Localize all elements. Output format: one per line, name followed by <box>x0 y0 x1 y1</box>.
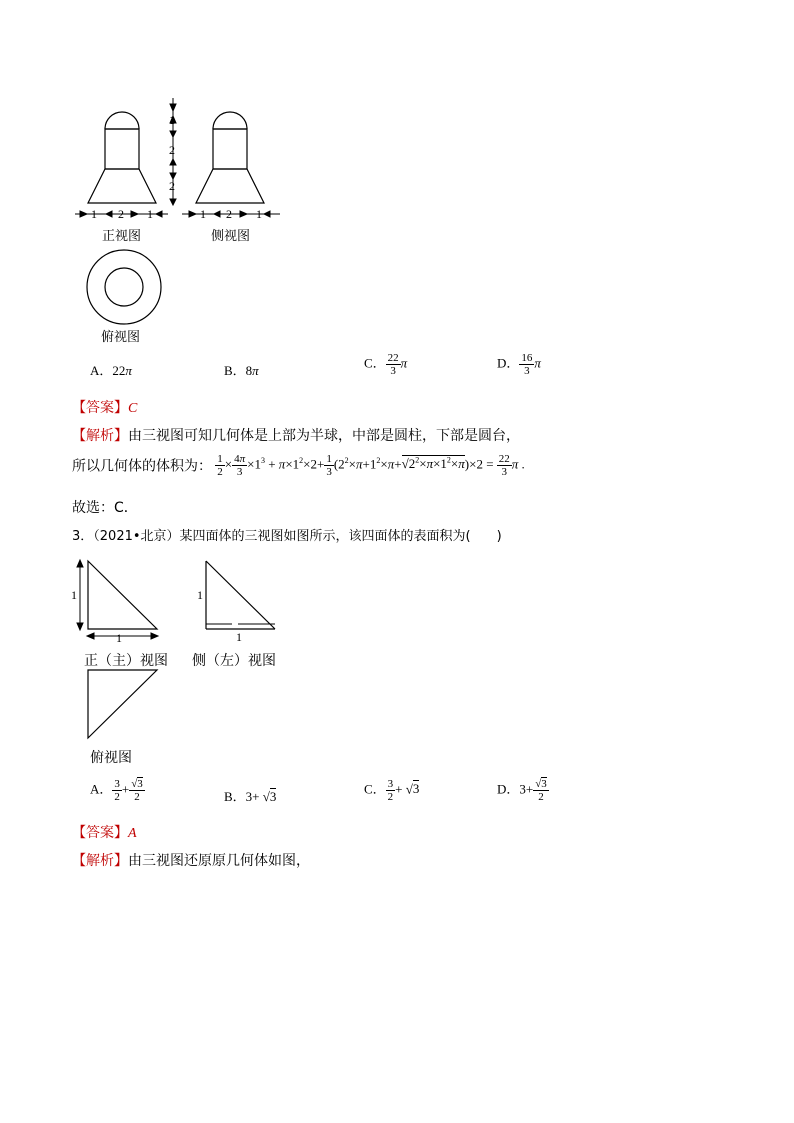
q3-choice-d[interactable]: D．3+ $\frac{√3}{2}$ <box>497 778 547 803</box>
q3-answer: 【答案】A <box>72 825 137 841</box>
q2-choice-d[interactable]: D． $\frac{16}{3}$ π <box>497 352 541 377</box>
q2-answer: 【答案】C <box>72 400 138 416</box>
q2-choice-b[interactable]: B．8π <box>224 363 259 378</box>
q3-top-view-label: 俯视图 <box>90 750 132 766</box>
q3-choice-a[interactable]: A． $\frac{3}{2}$ + $\frac{√3}{2}$ <box>90 778 143 803</box>
q3-front-dim-vertical: 1 <box>71 588 77 602</box>
q3-side-view <box>206 561 275 629</box>
q2-dim-v2: 2 <box>169 143 175 157</box>
q3-side-dim-horizontal: 1 <box>236 630 242 644</box>
q2-choice-a[interactable]: A．22π <box>90 363 132 378</box>
q2-front-view <box>88 112 156 203</box>
q2-top-view-label: 俯视图 <box>101 330 141 345</box>
q3-choice-c[interactable]: C． $\frac{3}{2}$ + √3 <box>364 778 420 803</box>
q2-front-dim-2: 2 <box>118 207 124 221</box>
q2-choice-c[interactable]: C． $\frac{22}{3}$ π <box>364 352 408 377</box>
q2-dim-v3: 2 <box>169 179 175 193</box>
q3-front-view-label: 正（主）视图 <box>84 653 168 669</box>
q3-side-dim-vertical: 1 <box>197 588 203 602</box>
q2-analysis: 【解析】由三视图可知几何体是上部为半球，中部是圆柱，下部是圆台， <box>72 428 520 444</box>
q3-front-dims <box>77 560 158 639</box>
q2-side-dim-2: 2 <box>226 207 232 221</box>
q3-top-view <box>88 670 157 738</box>
q2-front-view-label: 正视图 <box>102 229 142 244</box>
q3-front-view <box>88 561 157 629</box>
q2-side-view <box>196 112 264 203</box>
q2-volume-formula: 所以几何体的体积为： $\frac{1}{2}$ × $\frac{4\pi}{3}$ $\times 1^3 + \pi\times 1^2\times 2+$ $\frac{1}{3}$ $(2^2\times\pi+1^2\times\pi+√2^2\times\pi\times 1^2\times\pi)\times 2$ = $\frac{22}{3}$ π . <box>72 453 525 478</box>
q3-side-view-label: 侧（左）视图 <box>192 653 276 669</box>
q2-side-view-label: 侧视图 <box>211 229 251 244</box>
q2-front-dim-3: 1 <box>147 207 153 221</box>
q3-choice-b[interactable]: B．3+ √3 <box>224 789 277 804</box>
q2-front-dim-1: 1 <box>91 207 97 221</box>
q3-analysis: 【解析】由三视图还原原几何体如图， <box>72 853 310 869</box>
q2-dim-v1: 1 <box>169 113 175 127</box>
q2-top-view <box>84 247 164 327</box>
q2-side-dim-3: 1 <box>256 207 262 221</box>
q3-stem: 3．（2021•北京）某四面体的三视图如图所示，该四面体的表面积为( ) <box>72 529 502 544</box>
q3-front-dim-horizontal: 1 <box>116 631 122 645</box>
q2-side-dim-1: 1 <box>200 207 206 221</box>
q2-conclusion: 故选：C． <box>72 500 138 516</box>
